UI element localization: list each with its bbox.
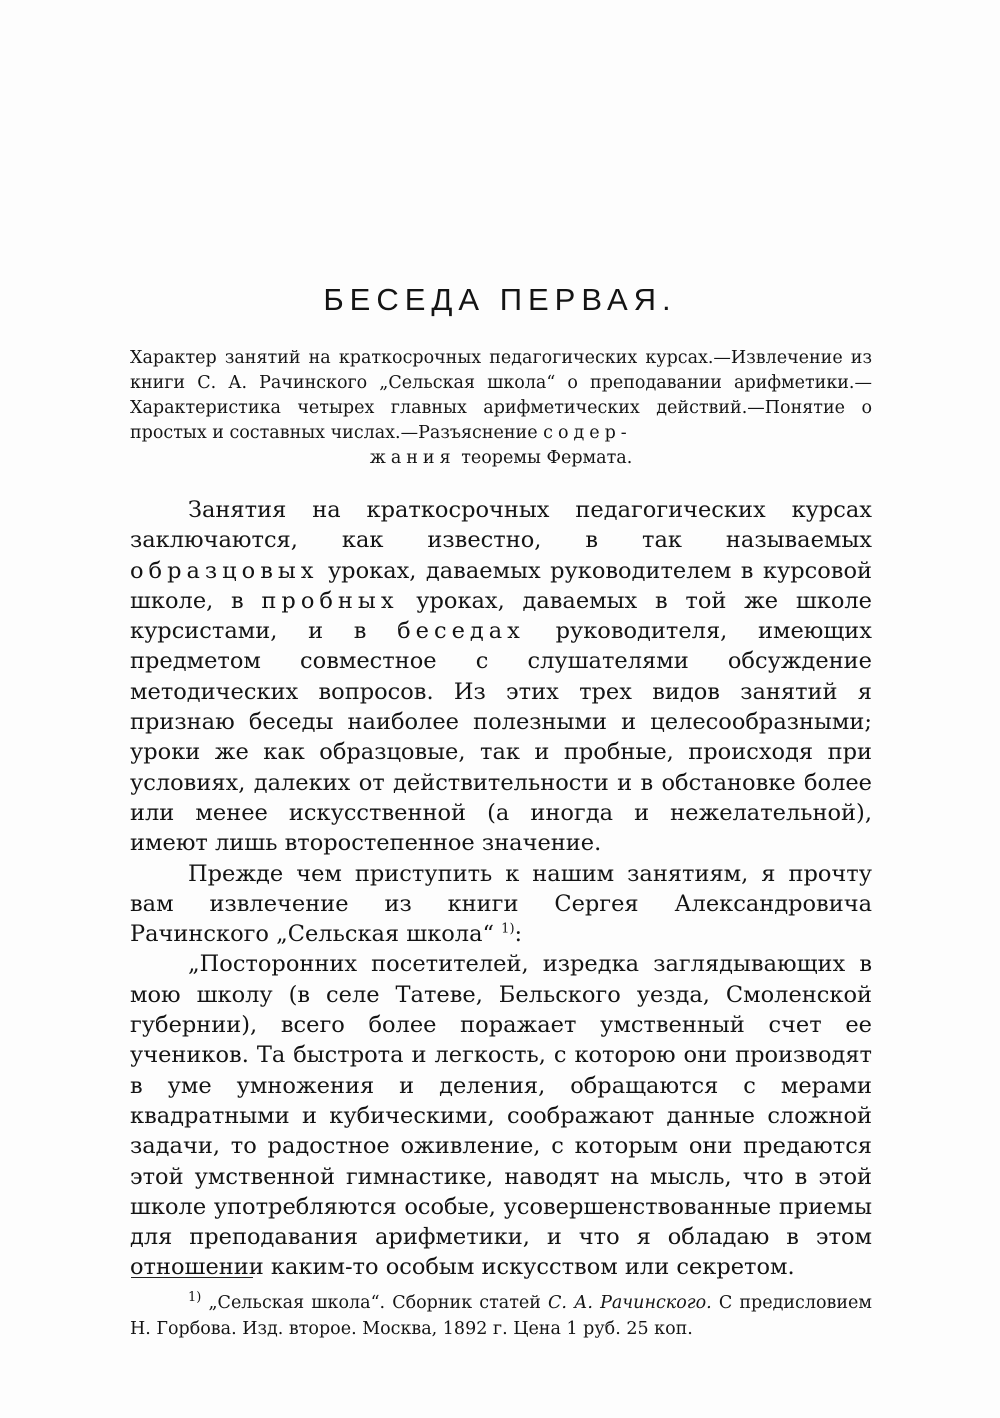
paragraph-1-text-a: Занятия на краткосрочных педагогических курсах заключаются, как известно, в так называемых [130,497,872,554]
summary-spaced-word-2: жания [369,448,456,468]
paragraph-1-text-c: уроках, даваемых в той же школе курсистами, и в [130,587,872,645]
footnote-divider [131,1277,253,1278]
summary-text: Характер занятий на краткосрочных педагогических курсах.—Извлечение из книги С. А. Рачинского „Сельская школа“ о преподавании арифметики.—Характеристика четырех главных арифметических действий.—Понятие о простых и составных числах.—Разъяснение [130,348,872,443]
footnote-text-b: С предисловием Н. Горбова. Изд. второе. Москва, 1892 г. Цена 1 руб. 25 коп. [130,1293,872,1339]
footnote-author: С. А. Рачинского. [548,1293,712,1313]
paragraph-2-text: Прежде чем приступить к нашим занятиям, я прочту вам извлечение из книги Сергея Александровича Рачинского „Сельская школа“ [130,860,872,948]
footnote-mark: 1) [188,1290,202,1306]
emphasis-obraztsovykh: образцовых [130,557,319,584]
paragraph-3-text: „Посторонних посетителей, изредка заглядывающих в мою школу (в селе Татеве, Бельского уезда, Смоленской губернии), всего более поражает умственный счет ее учеников. Та быстрота и легкость, с которою они производят в уме умножения и деления, обращаются с мерами квадратными и кубическими, соображают данные сложной задачи, то радостное оживление, с которым они предаются этой умственной гимнастике, наводят на мысль, что в этой школе употребляются особые, усовершенствованные приемы для преподавания арифметики, и что я обладаю в этом отношении каким-то особым искусством или секретом. [130,951,872,1281]
chapter-title: БЕСЕДА ПЕРВАЯ. [323,282,677,317]
footnote-reference[interactable]: 1) [501,921,515,937]
paragraph-3-quote [130,949,872,1282]
chapter-summary [130,346,872,471]
paragraph-2 [130,859,872,950]
paragraph-1-text-b: уроках, даваемых руководителем в курсовой школе, в [130,557,872,614]
emphasis-besedakh: беседах [397,618,525,645]
main-text [130,495,872,1283]
paragraph-2-colon: : [514,921,523,948]
footnote [130,1290,872,1342]
summary-spaced-word-1: содер- [543,423,632,443]
emphasis-probnykh: пробных [261,587,399,614]
paragraph-1-text-d: руководителя, имеющих предметом совместное с слушателями обсуждение методических вопросов. Из этих трех видов занятий я признаю беседы наиболее полезными и целесообразными; уроки же как образцовые, так и пробные, происходя при условиях, далеких от действительности и в обстановке более или менее искусственной (а иногда и нежелательной), имеют лишь второстепенное значение. [130,618,872,857]
summary-tail: теоремы Фермата. [461,448,633,468]
paragraph-1 [130,495,872,859]
footnote-text-a: „Сельская школа“. Сборник статей [208,1293,541,1313]
summary-last-line [130,446,872,471]
